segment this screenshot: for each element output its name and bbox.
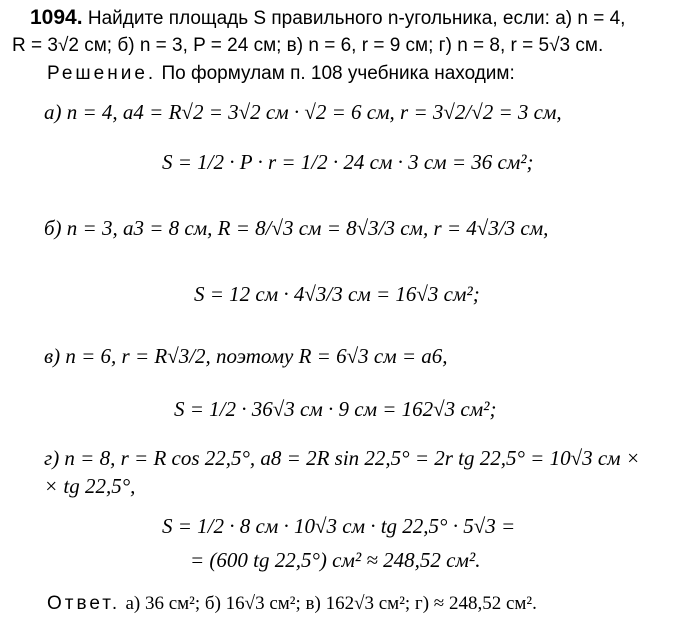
problem-text-line-1: Найдите площадь S правильного n-угольника, если: а) n = 4, [87, 8, 626, 29]
solution-g-line-1: г) n = 8, r = R cos 22,5°, a8 = 2R sin 22,5° = 2r tg 22,5° = 10√3 см × [44, 446, 640, 470]
solution-b-line-1: б) n = 3, a3 = 8 см, R = 8/√3 см = 8√3/3 см, r = 4√3/3 см, [44, 216, 549, 240]
solution-a-line-1: а) n = 4, a4 = R√2 = 3√2 см · √2 = 6 см, r = 3√2/√2 = 3 см, [44, 100, 562, 124]
solution-label: Решение. [47, 63, 157, 84]
problem-statement-line-2: R = 3√2 см; б) n = 3, P = 24 см; в) n = 6, r = 9 см; г) n = 8, r = 5√3 см. [12, 35, 604, 56]
problem-number: 1094. [30, 6, 83, 29]
answer-text: а) 36 см²; б) 16√3 см²; в) 162√3 см²; г) ≈ 248,52 см². [125, 593, 537, 614]
answer-line [47, 592, 537, 616]
solution-heading-line [47, 62, 515, 86]
solution-intro: По формулам п. 108 учебника находим: [161, 63, 515, 84]
solution-g-line-2: × tg 22,5°, [44, 474, 136, 498]
solution-b-line-2: S = 12 см · 4√3/3 см = 16√3 см²; [194, 282, 480, 306]
solution-v-line-2: S = 1/2 · 36√3 см · 9 см = 162√3 см²; [174, 397, 497, 421]
problem-statement-line-1 [30, 6, 625, 31]
solution-a-line-2: S = 1/2 · P · r = 1/2 · 24 см · 3 см = 36 см²; [162, 150, 534, 174]
solution-g-line-3: S = 1/2 · 8 см · 10√3 см · tg 22,5° · 5√3 = [162, 514, 516, 538]
answer-label: Ответ. [47, 593, 121, 614]
solution-v-line-1: в) n = 6, r = R√3/2, поэтому R = 6√3 см = a6, [44, 344, 448, 368]
solution-g-line-4: = (600 tg 22,5°) см² ≈ 248,52 см². [190, 548, 481, 572]
